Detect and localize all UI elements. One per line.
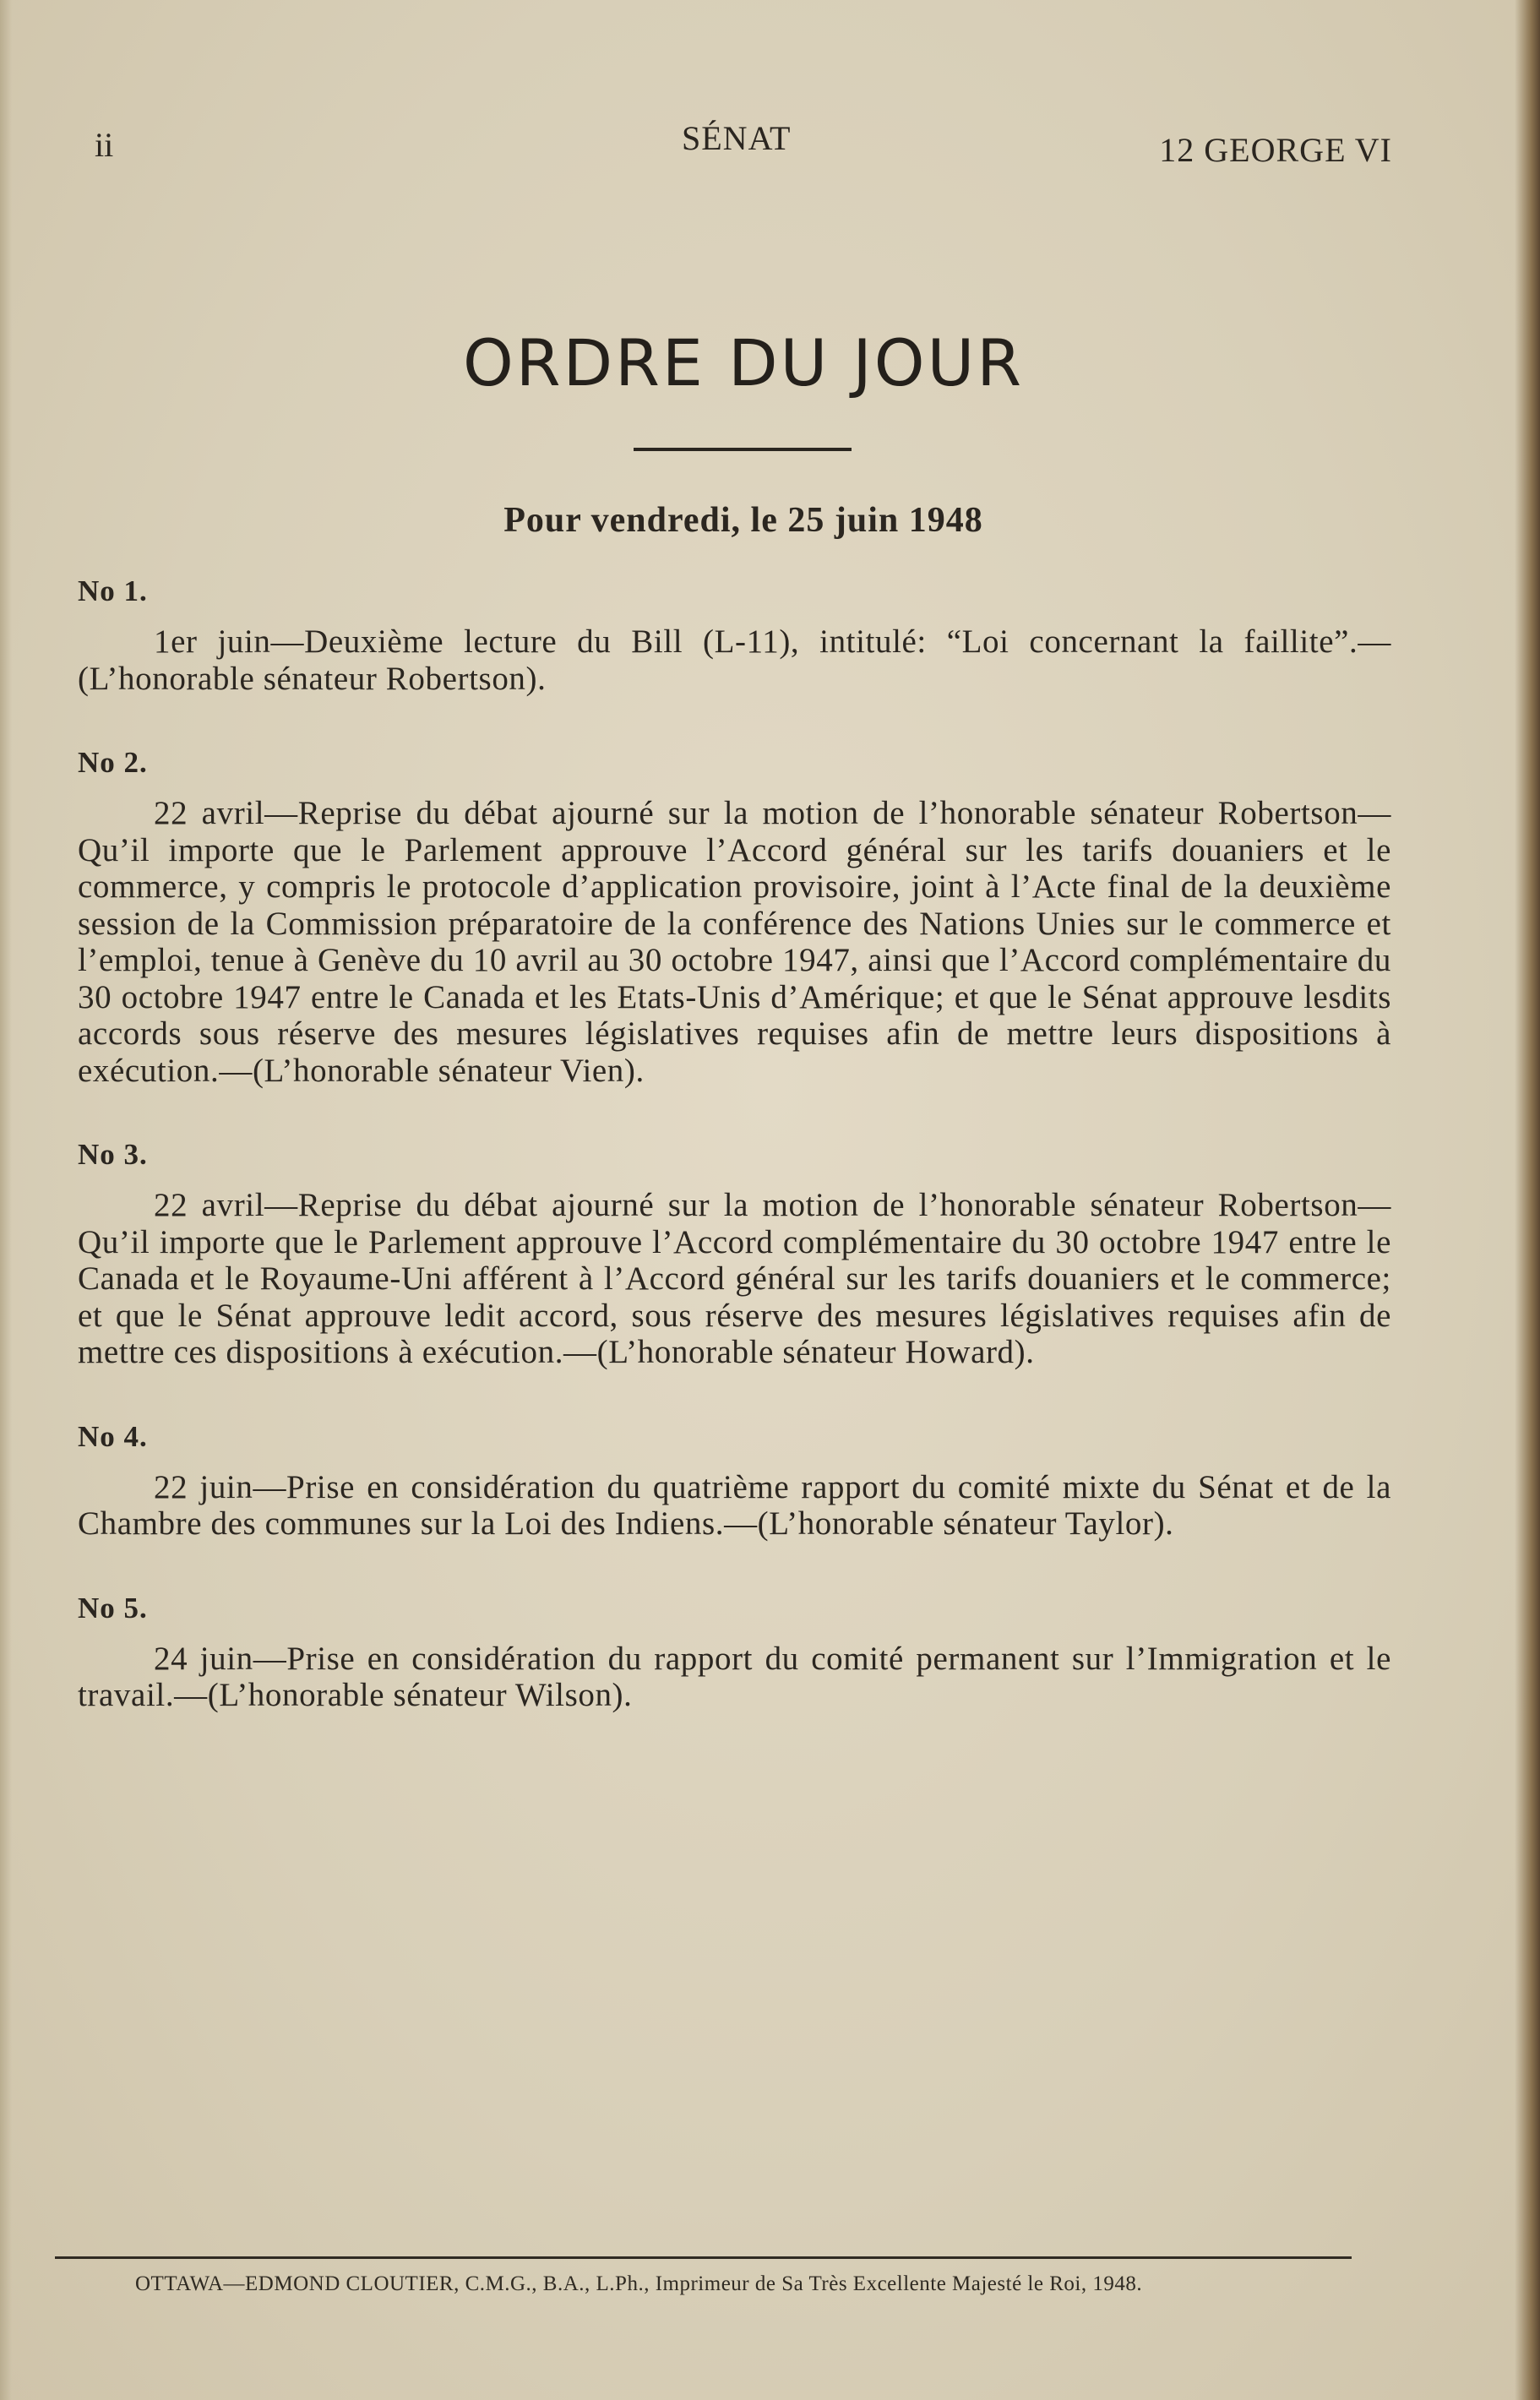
item-number: No 3.	[78, 1138, 148, 1171]
printer-imprint: OTTAWA—EDMOND CLOUTIER, C.M.G., B.A., L.Ph., Imprimeur de Sa Très Excellente Majesté le Roi, 1948.	[135, 2272, 1143, 2295]
agenda-item	[78, 1592, 1391, 1714]
page-title: ORDRE DU JOUR	[462, 325, 1025, 400]
running-head	[95, 118, 1392, 169]
date-line: Pour vendredi, le 25 juin 1948	[503, 501, 983, 540]
agenda-item	[78, 1420, 1391, 1543]
title-rule	[634, 448, 852, 451]
item-text: 22 avril—Reprise du débat ajourné sur la motion de l’honorable sénateur Robertson—Qu’il importe que le Parlement approuve l’Accord général sur les tarifs douaniers et le commerce, y compris le protocole d’application provisoire, joint à l’Acte final de la deuxième session de la Commission préparatoire de la conférence des Nations Unies sur le commerce et l’emploi, tenue à Genève du 10 avril au 30 octobre 1947, ainsi que l’Accord complémentaire du 30 octobre 1947 entre le Canada et les Etats-Unis d’Amérique; et que le Sénat approuve lesdits accords sous réserve des mesures législatives requises afin de mettre leurs dispositions à exécution.—(L’honorable sénateur Vien).	[78, 795, 1391, 1089]
item-text: 22 avril—Reprise du débat ajourné sur la motion de l’honorable sénateur Robertson—Qu’il importe que le Parlement approuve l’Accord complémentaire du 30 octobre 1947 entre le Canada et le Royaume-Uni afférent à l’Accord général sur les tarifs douaniers et le commerce; et que le Sénat approuve ledit accord, sous réserve des mesures législatives requises afin de mettre ces dispositions à exécution.—(L’honorable sénateur Howard).	[78, 1187, 1391, 1370]
item-text: 1er juin—Deuxième lecture du Bill (L-11), intitulé: “Loi concernant la faillite”.—(L’honorable sénateur Robertson).	[78, 623, 1391, 697]
running-head-right: 12 GEORGE VI	[1159, 131, 1392, 169]
agenda-item	[78, 574, 1391, 697]
footer-rule	[55, 2256, 1352, 2259]
agenda-item	[78, 746, 1391, 1089]
running-head-center: SÉNAT	[682, 119, 792, 157]
item-number: No 1.	[78, 574, 148, 607]
item-number: No 5.	[78, 1591, 148, 1624]
page-number: ii	[95, 126, 114, 164]
agenda-item	[78, 1138, 1391, 1371]
item-text: 24 juin—Prise en considération du rapport du comité permanent sur l’Immigration et le travail.—(L’honorable sénateur Wilson).	[78, 1640, 1391, 1713]
item-text: 22 juin—Prise en considération du quatrième rapport du comité mixte du Sénat et de la Chambre des communes sur la Loi des Indiens.—(L’honorable sénateur Taylor).	[78, 1468, 1391, 1542]
item-number: No 4.	[78, 1419, 148, 1453]
agenda-items	[78, 574, 1391, 1763]
item-number: No 2.	[78, 746, 148, 779]
